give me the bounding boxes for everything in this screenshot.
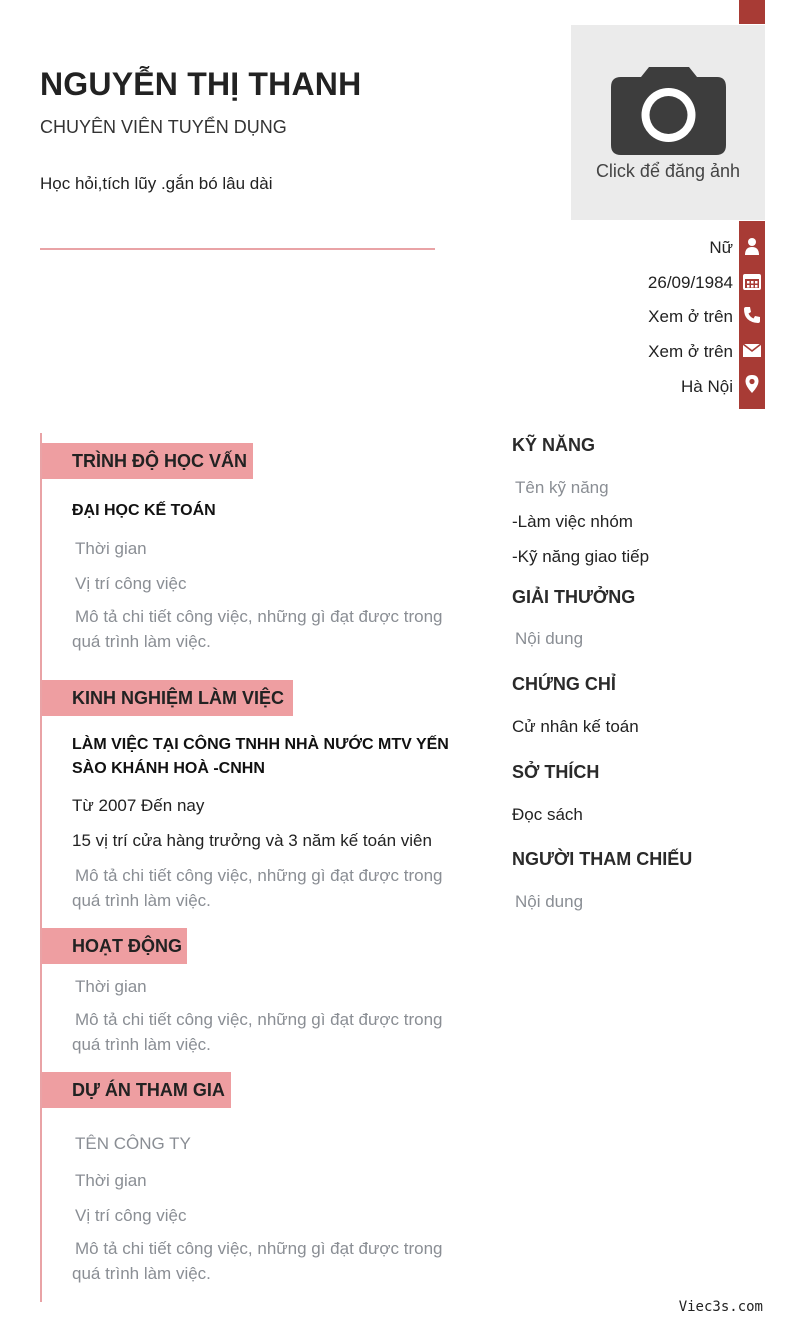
- experience-time[interactable]: Từ 2007 Đến nay: [72, 796, 205, 815]
- activities-time[interactable]: Thời gian: [75, 977, 147, 996]
- phone-icon: [742, 305, 762, 325]
- education-description[interactable]: Mô tả chi tiết công việc, những gì đạt được trong quá trình làm việc.: [72, 607, 443, 651]
- projects-description[interactable]: Mô tả chi tiết công việc, những gì đạt được trong quá trình làm việc.: [72, 1239, 443, 1283]
- accent-bar-top: [739, 0, 765, 24]
- location-pin-icon: [742, 374, 762, 394]
- photo-upload-label: Click để đăng ảnh: [595, 161, 741, 181]
- skill-item[interactable]: -Kỹ năng giao tiếp: [512, 547, 650, 566]
- watermark: Viec3s.com: [678, 1299, 763, 1315]
- candidate-name[interactable]: NGUYỄN THỊ THANH: [40, 66, 362, 102]
- photo-upload[interactable]: [571, 25, 765, 220]
- education-time[interactable]: Thời gian: [75, 539, 147, 558]
- education-position[interactable]: Vị trí công việc: [75, 574, 187, 593]
- address-value[interactable]: Hà Nội: [681, 377, 733, 396]
- section-activities-title: HOẠT ĐỘNG: [42, 928, 187, 964]
- skills-placeholder[interactable]: Tên kỹ năng: [515, 478, 609, 497]
- hobbies-content[interactable]: Đọc sách: [512, 805, 583, 824]
- section-experience-title: KINH NGHIỆM LÀM VIỆC: [42, 680, 293, 716]
- section-education-title: TRÌNH ĐỘ HỌC VẤN: [42, 443, 253, 479]
- job-title[interactable]: CHUYÊN VIÊN TUYỂN DỤNG: [40, 117, 287, 137]
- section-projects-title: DỰ ÁN THAM GIA: [42, 1072, 231, 1108]
- activities-description[interactable]: Mô tả chi tiết công việc, những gì đạt được trong quá trình làm việc.: [72, 1010, 443, 1054]
- section-skills-title: KỸ NĂNG: [512, 435, 596, 455]
- timeline-line: [40, 433, 42, 1302]
- camera-icon: [611, 65, 726, 155]
- calendar-icon: [742, 271, 762, 291]
- references-content[interactable]: Nội dung: [515, 892, 584, 911]
- email-value[interactable]: Xem ở trên: [648, 342, 733, 361]
- projects-company[interactable]: TÊN CÔNG TY: [75, 1134, 191, 1153]
- skill-item[interactable]: -Làm việc nhóm: [512, 512, 633, 531]
- education-school[interactable]: ĐẠI HỌC KẾ TOÁN: [72, 502, 216, 519]
- user-icon: [742, 236, 762, 256]
- phone-value[interactable]: Xem ở trên: [648, 307, 733, 326]
- experience-position[interactable]: 15 vị trí cửa hàng trưởng và 3 năm kế toán viên: [72, 831, 432, 850]
- experience-company[interactable]: LÀM VIỆC TẠI CÔNG TNHH NHÀ NƯỚC MTV YẾN SÀO KHÁNH HOÀ -CNHN: [72, 736, 449, 777]
- projects-time[interactable]: Thời gian: [75, 1171, 147, 1190]
- birthday-value[interactable]: 26/09/1984: [647, 273, 733, 292]
- gender-value[interactable]: Nữ: [709, 238, 733, 257]
- awards-content[interactable]: Nội dung: [515, 629, 584, 648]
- section-certificates-title: CHỨNG CHỈ: [512, 674, 616, 694]
- certificates-content[interactable]: Cử nhân kế toán: [512, 717, 639, 736]
- mail-icon: [742, 340, 762, 360]
- experience-description[interactable]: Mô tả chi tiết công việc, những gì đạt được trong quá trình làm việc.: [72, 866, 443, 910]
- projects-position[interactable]: Vị trí công việc: [75, 1206, 187, 1225]
- header-divider: [40, 248, 435, 250]
- section-awards-title: GIẢI THƯỞNG: [512, 587, 636, 607]
- section-references-title: NGƯỜI THAM CHIẾU: [512, 849, 693, 869]
- career-objective[interactable]: Học hỏi,tích lũy .gắn bó lâu dài: [40, 174, 273, 193]
- section-hobbies-title: SỞ THÍCH: [512, 762, 600, 782]
